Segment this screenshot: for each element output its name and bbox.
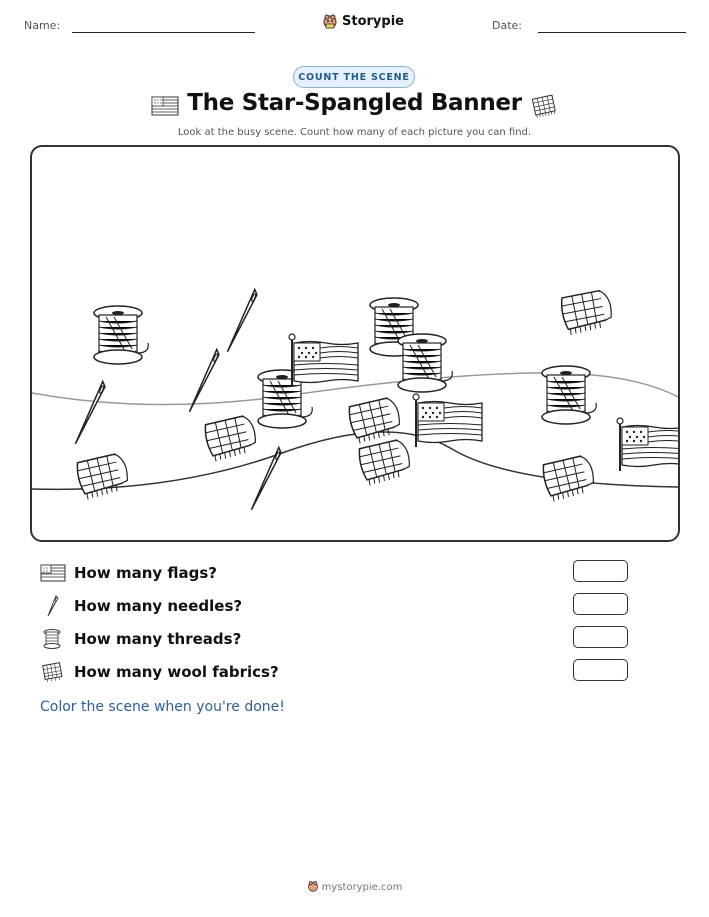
wool-fabric-icon <box>530 93 558 119</box>
date-field[interactable] <box>538 32 686 33</box>
answer-box-flags[interactable] <box>573 560 628 582</box>
scene-illustration <box>32 147 680 542</box>
brand-name: Storypie <box>342 13 404 29</box>
question-text: How many flags? <box>74 564 217 582</box>
wool-fabric <box>76 453 131 501</box>
question-text: How many threads? <box>74 630 242 648</box>
wool-fabric <box>348 397 403 445</box>
thread-spool-icon <box>40 628 66 650</box>
thread-spool <box>398 334 452 392</box>
wool-fabric-icon <box>40 661 66 683</box>
storypie-logo-icon <box>307 880 319 892</box>
question-text: How many wool fabrics? <box>74 663 279 681</box>
answer-box-threads[interactable] <box>573 626 628 648</box>
name-label: Name: <box>24 19 61 32</box>
date-label: Date: <box>492 19 522 32</box>
flag-icon <box>40 562 66 584</box>
thread-spool <box>94 306 148 364</box>
needle <box>75 381 106 446</box>
needle <box>227 289 258 354</box>
answer-box-needles[interactable] <box>573 593 628 615</box>
answer-box-wool-fabrics[interactable] <box>573 659 628 681</box>
activity-badge: COUNT THE SCENE <box>293 66 415 88</box>
footer-url[interactable]: mystorypie.com <box>321 882 403 893</box>
needle <box>251 447 282 512</box>
wool-fabric <box>542 455 597 503</box>
instructions-text: Look at the busy scene. Count how many of each picture you can find. <box>177 127 532 138</box>
coloring-instruction: Color the scene when you're done! <box>40 699 285 715</box>
counting-scene <box>30 145 680 542</box>
flag <box>289 334 358 387</box>
storypie-logo-icon <box>322 13 338 29</box>
name-field[interactable] <box>72 32 255 33</box>
wool-fabric <box>358 439 413 487</box>
flag <box>617 418 680 471</box>
footer-site <box>0 880 709 893</box>
question-text: How many needles? <box>74 597 243 615</box>
flag <box>413 394 482 447</box>
wool-fabric <box>560 289 614 335</box>
thread-spool <box>542 366 596 424</box>
needle <box>189 349 220 414</box>
storypie-brand <box>322 13 404 29</box>
needle-icon <box>40 595 66 617</box>
wool-fabric <box>204 415 259 463</box>
page-title: The Star-Spangled Banner <box>187 90 522 116</box>
